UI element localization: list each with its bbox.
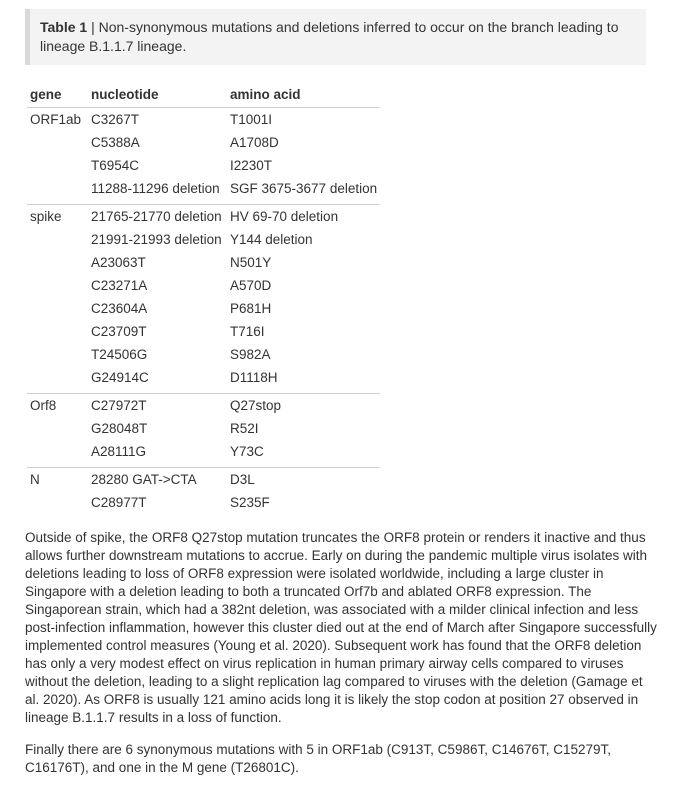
table-row	[27, 205, 380, 229]
body-paragraph-orf8: Outside of spike, the ORF8 Q27stop mutation truncates the ORF8 protein or renders it inactive and thus allows further downstream mutations to accrue. Early on during the pandemic multiple virus isolates with deletions leading to loss of ORF8 expression were isolated worldwide, including a large cluster in Singapore with a deletion leading to both a truncated Orf7b and ablated ORF8 expression. The Singaporean strain, which had a 382nt deletion, was associated with a milder clinical infection and less post-infection inflammation, however this cluster died out at the end of March after Singapore successfully implemented control measures (Young et al. 2020). Subsequent work has found that the ORF8 deletion has only a very modest effect on virus replication in human primary airway cells compared to viruses without the deletion, leading to a slight replication lag compared to viruses with the deletion (Gamage et al. 2020). As ORF8 is usually 121 amino acids long it is likely the stop codon at position 27 observed in lineage B.1.1.7 results in a loss of function.	[25, 530, 657, 725]
header-amino-acid: amino acid	[227, 82, 380, 108]
nucleotide-cell: C27972T	[88, 394, 227, 418]
table-row	[27, 468, 380, 492]
gene-cell-empty	[27, 297, 88, 320]
table-row	[27, 366, 380, 389]
nucleotide-cell: A28111G	[91, 444, 147, 459]
amino-acid-cell: HV 69-70 deletion	[227, 205, 380, 229]
table-row	[27, 274, 380, 297]
table-row	[27, 131, 380, 154]
amino-acid-cell: A1708D	[230, 135, 279, 150]
nucleotide-cell: 21765-21770 deletion	[88, 205, 227, 229]
gene-cell-empty	[27, 320, 88, 343]
table-row	[27, 491, 380, 514]
gene-cell-empty	[27, 366, 88, 389]
gene-cell-empty	[27, 343, 88, 366]
body-paragraph-synonymous: Finally there are 6 synonymous mutations with 5 in ORF1ab (C913T, C5986T, C14676T, C15279T, C16176T), and one in the M gene (T26801C).	[25, 742, 612, 775]
table-row	[27, 108, 380, 132]
nucleotide-cell: C23271A	[91, 278, 148, 293]
header-nucleotide: nucleotide	[88, 82, 227, 108]
gene-cell-empty	[27, 251, 88, 274]
header-gene: gene	[27, 82, 88, 108]
nucleotide-cell: C5388A	[91, 135, 140, 150]
amino-acid-cell: A570D	[230, 278, 272, 293]
gene-cell: spike	[27, 205, 88, 229]
table-row	[27, 440, 380, 463]
table-row	[27, 154, 380, 177]
nucleotide-cell: C23709T	[91, 324, 147, 339]
table-header-row	[27, 82, 380, 108]
amino-acid-cell: T1001I	[230, 112, 273, 127]
amino-acid-cell: Y73C	[230, 444, 264, 459]
amino-acid-cell: Y144 deletion	[230, 232, 313, 247]
table-row	[27, 417, 380, 440]
gene-cell-empty	[27, 177, 88, 200]
nucleotide-cell: 11288-11296 deletion	[91, 181, 220, 196]
nucleotide-cell: C3267T	[91, 112, 140, 127]
gene-cell: N	[27, 468, 88, 492]
nucleotide-cell: A23063T	[91, 255, 146, 270]
nucleotide-cell: 28280 GAT->CTA	[88, 468, 227, 492]
gene-cell-empty	[27, 228, 88, 251]
table-caption-label: Table 1	[40, 19, 88, 35]
table-row	[27, 320, 380, 343]
nucleotide-cell: T6954C	[91, 158, 140, 173]
amino-acid-cell: P681H	[230, 301, 272, 316]
amino-acid-cell: R52I	[230, 421, 259, 436]
table-row	[27, 228, 380, 251]
nucleotide-cell: C23604A	[91, 301, 148, 316]
nucleotide-cell: T24506G	[91, 347, 148, 362]
nucleotide-cell: G24914C	[91, 370, 149, 385]
gene-cell-empty	[27, 491, 88, 514]
nucleotide-cell: 21991-21993 deletion	[91, 232, 222, 247]
amino-acid-cell: I2230T	[230, 158, 273, 173]
table-row	[27, 343, 380, 366]
gene-cell: ORF1ab	[30, 112, 82, 127]
amino-acid-cell: S235F	[230, 495, 270, 510]
table-caption	[25, 9, 646, 65]
amino-acid-cell: T716I	[230, 324, 265, 339]
gene-cell-empty	[27, 417, 88, 440]
gene-cell-empty	[27, 154, 88, 177]
table-caption-text: | Non-synonymous mutations and deletions inferred to occur on the branch leading to lineage B.1.1.7 lineage.	[40, 19, 619, 54]
mutations-table	[27, 82, 380, 514]
amino-acid-cell: Q27stop	[227, 394, 380, 418]
nucleotide-cell: C28977T	[91, 495, 147, 510]
amino-acid-cell: D3L	[227, 468, 380, 492]
gene-cell-empty	[27, 440, 88, 463]
table-row	[27, 251, 380, 274]
table-row	[27, 177, 380, 200]
amino-acid-cell: SGF 3675-3677 deletion	[230, 181, 378, 196]
gene-cell-empty	[27, 274, 88, 297]
table-row	[27, 394, 380, 418]
nucleotide-cell: G28048T	[91, 421, 148, 436]
amino-acid-cell: N501Y	[230, 255, 272, 270]
gene-cell-empty	[27, 131, 88, 154]
amino-acid-cell: D1118H	[230, 370, 278, 385]
amino-acid-cell: S982A	[230, 347, 271, 362]
gene-cell: Orf8	[27, 394, 88, 418]
table-row	[27, 297, 380, 320]
